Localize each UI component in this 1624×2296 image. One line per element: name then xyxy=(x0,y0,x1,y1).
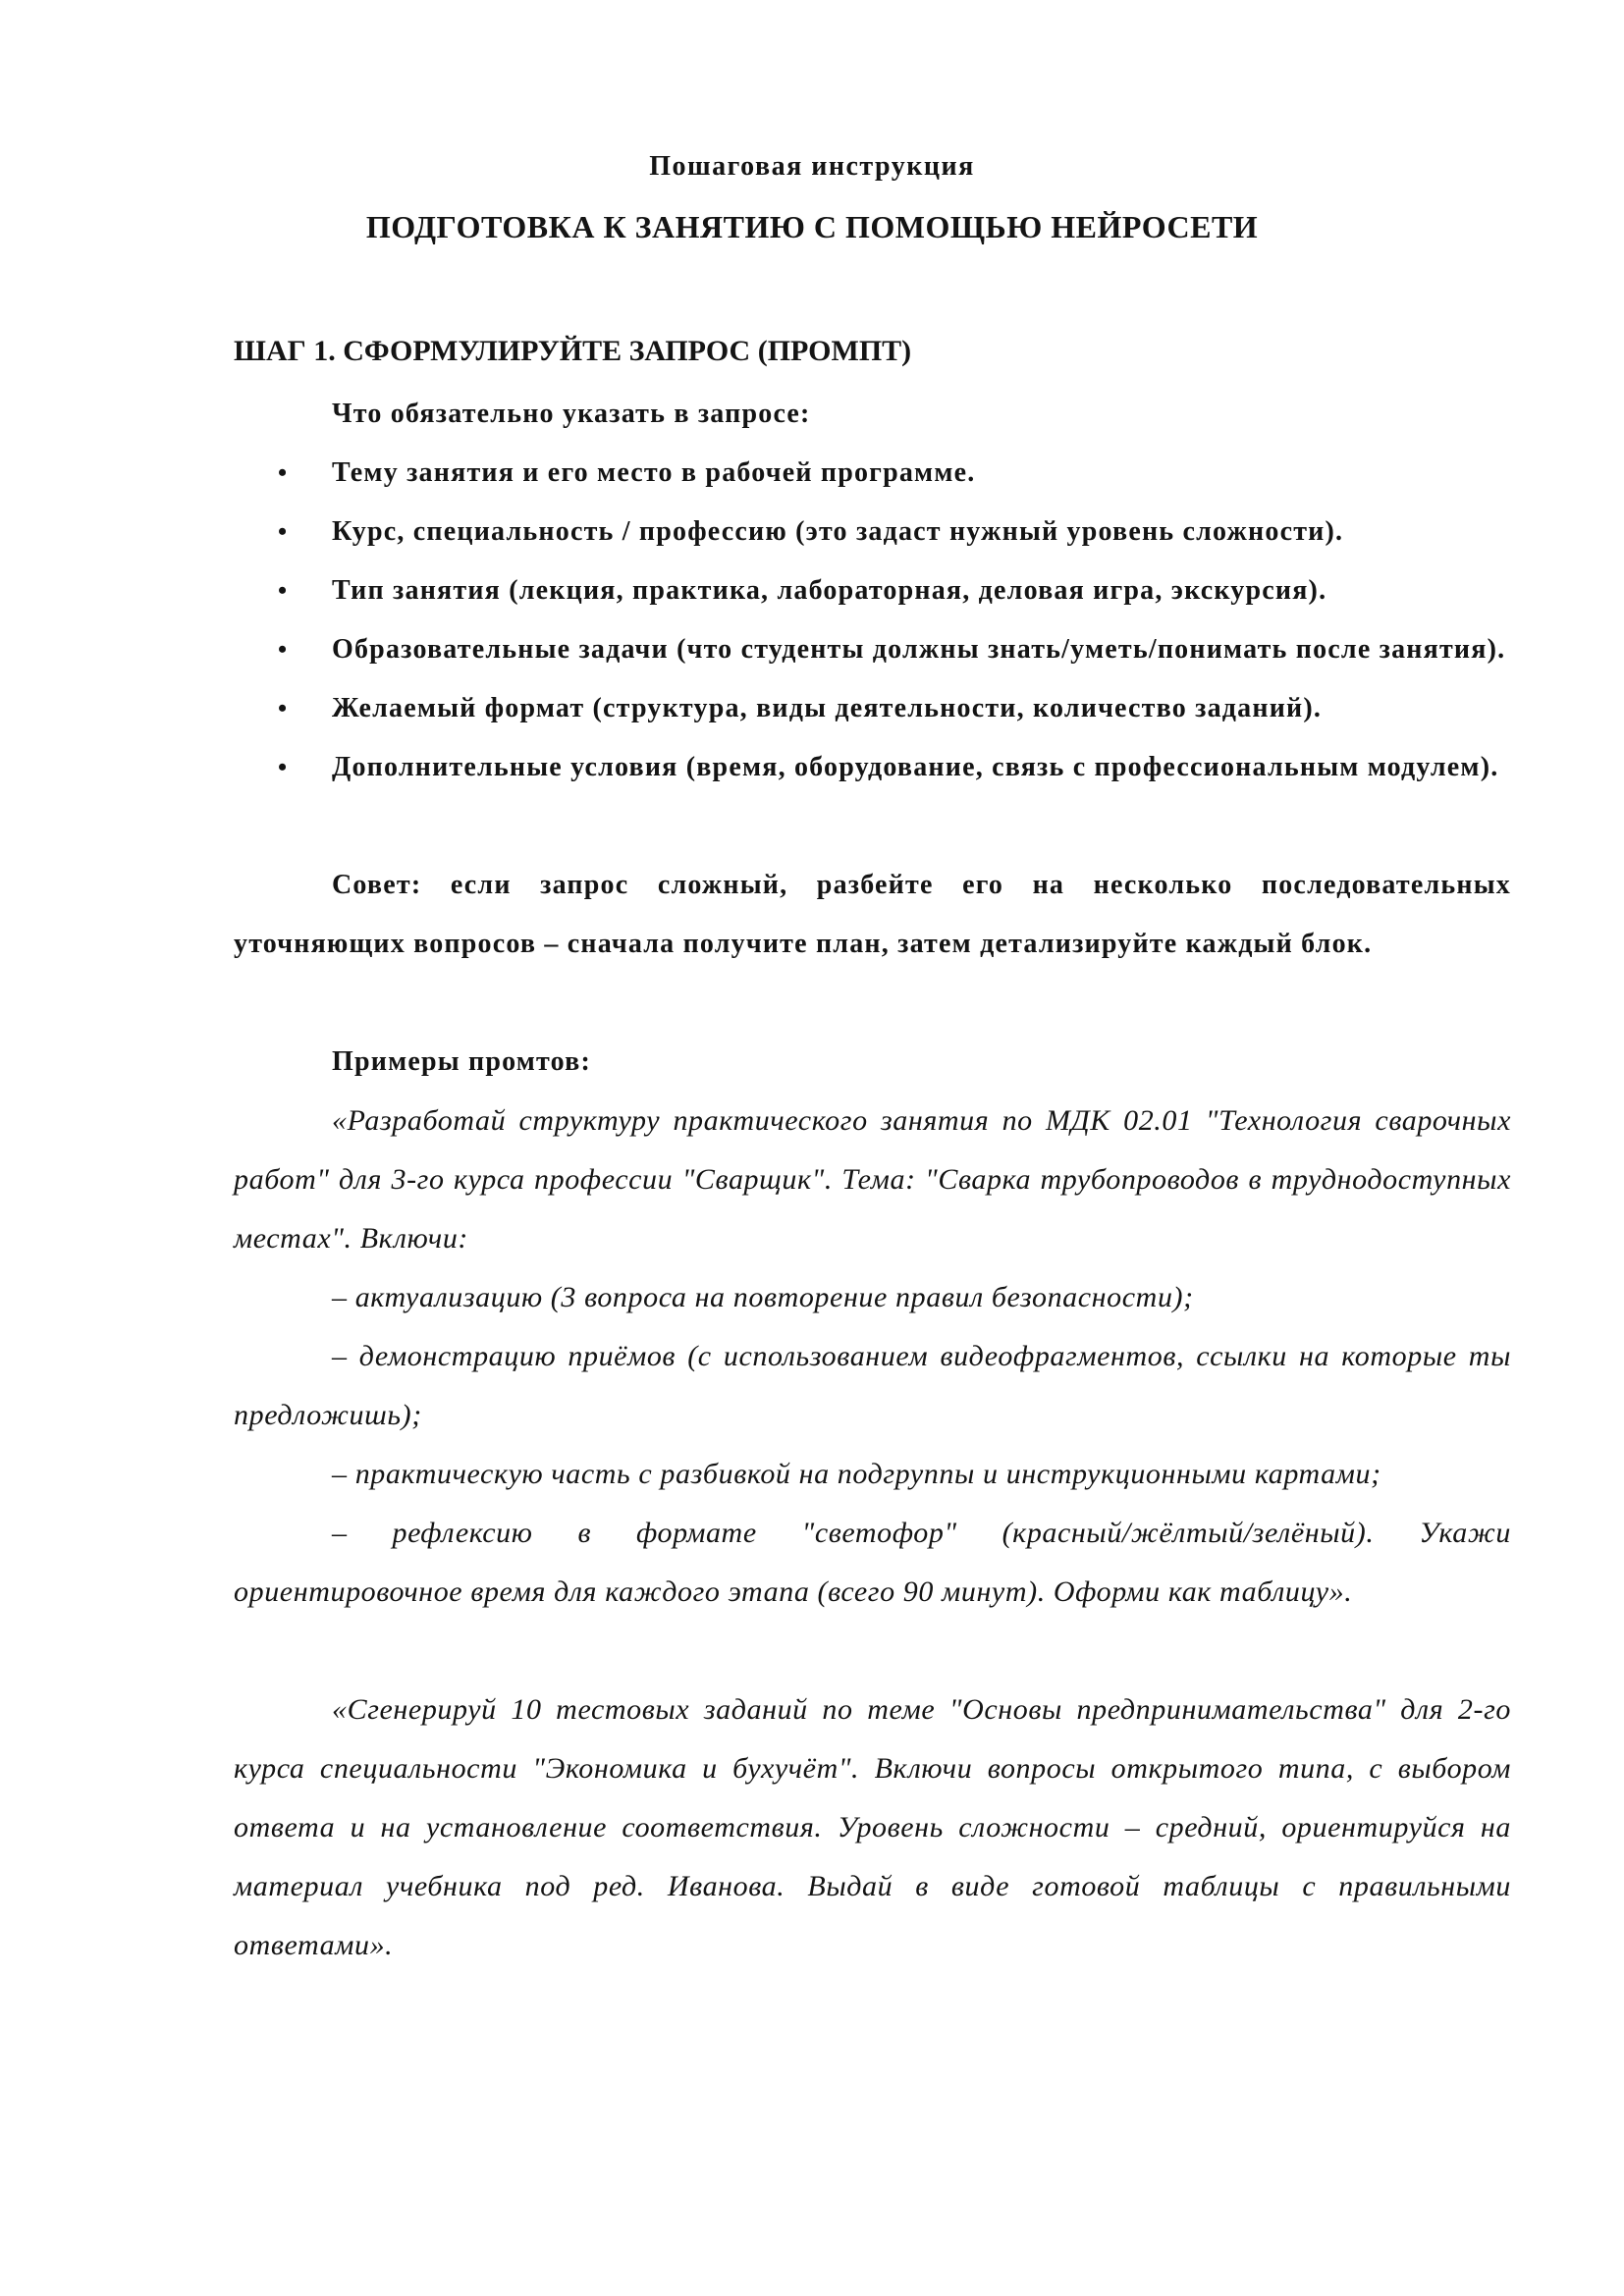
list-item: • Дополнительные условия (время, оборудование, связь с профессиональным модулем). xyxy=(332,738,1511,797)
requirements-list xyxy=(234,444,1511,797)
bullet-icon: • xyxy=(278,635,289,664)
example-1-point-2: – демонстрацию приёмов (с использованием видеофрагментов, ссылки на которые ты предложишь); xyxy=(234,1340,1511,1431)
example-1-intro: «Разработай структуру практического занятия по МДК 02.01 "Технология сварочных работ" для 3-го курса профессии "Сварщик". Тема: "Сварка трубопроводов в труднодоступных местах". Включи: xyxy=(234,1104,1511,1255)
paragraph-spacer xyxy=(234,1622,1511,1681)
bullet-icon: • xyxy=(278,694,289,722)
list-item: • Тип занятия (лекция, практика, лабораторная, деловая игра, экскурсия). xyxy=(332,561,1511,620)
example-1-point-1: – актуализацию (3 вопроса на повторение правил безопасности); xyxy=(332,1281,1194,1313)
requirements-intro: Что обязательно указать в запросе: xyxy=(332,399,811,429)
example-1-point-3: – практическую часть с разбивкой на подгруппы и инструкционными картами; xyxy=(332,1458,1381,1490)
tip-paragraph: Совет: если запрос сложный, разбейте его на несколько последовательных уточняющих вопросов – сначала получите план, затем детализируйте каждый блок. xyxy=(234,870,1511,959)
bullet-icon: • xyxy=(278,458,289,487)
document-kicker: Пошаговая инструкция xyxy=(649,151,975,182)
list-item: • Тему занятия и его место в рабочей программе. xyxy=(332,444,1511,503)
list-item: • Образовательные задачи (что студенты должны знать/уметь/понимать после занятия). xyxy=(332,620,1511,679)
example-1-point-4: – рефлексию в формате "светофор" (красный/жёлтый/зелёный). Укажи ориентировочное время для каждого этапа (всего 90 минут). Оформи как таблицу». xyxy=(234,1517,1511,1608)
bullet-icon: • xyxy=(278,576,289,605)
step-1-section xyxy=(234,329,1511,1975)
list-item: • Желаемый формат (структура, виды деятельности, количество заданий). xyxy=(332,679,1511,738)
bullet-icon: • xyxy=(278,517,289,546)
document-title: ПОДГОТОВКА К ЗАНЯТИЮ С ПОМОЩЬЮ НЕЙРОСЕТИ xyxy=(365,209,1259,244)
list-item: • Курс, специальность / профессию (это задаст нужный уровень сложности). xyxy=(332,503,1511,561)
examples-heading: Примеры промтов: xyxy=(332,1046,591,1077)
bullet-icon: • xyxy=(278,753,289,781)
example-2: «Сгенерируй 10 тестовых заданий по теме "Основы предпринимательства" для 2-го курса специальности "Экономика и бухучёт". Включи вопросы открытого типа, с выбором ответа и на установление соответствия. Уровень сложности – средний, ориентируйся на материал учебника под ред. Иванова. Выдай в виде готовой таблицы с правильными ответами». xyxy=(234,1693,1511,1961)
step-1-heading: ШАГ 1. СФОРМУЛИРУЙТЕ ЗАПРОС (ПРОМПТ) xyxy=(234,335,912,367)
